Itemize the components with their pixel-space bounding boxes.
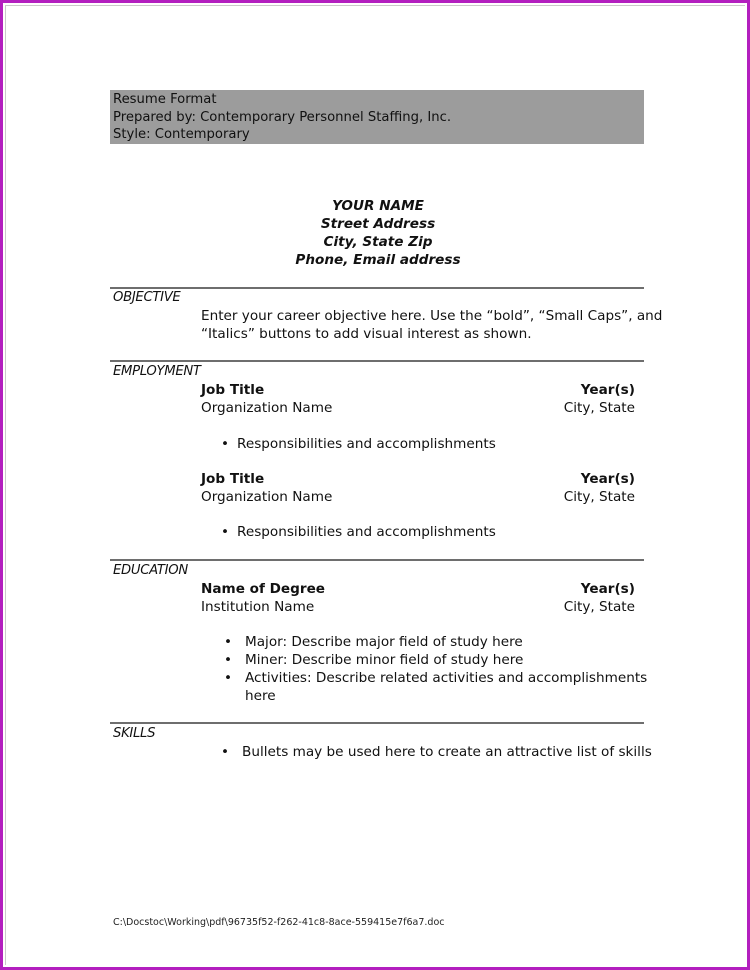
bullet-text: Miner: Describe minor field of study here [245, 652, 524, 668]
section-divider [110, 559, 644, 561]
resume-format-header [110, 90, 644, 144]
bullet-icon: • [221, 744, 230, 760]
organization-name: Organization Name [201, 400, 333, 416]
job-title: Job Title [201, 471, 265, 487]
bullet-icon: • [224, 670, 233, 686]
bullet-icon: • [224, 652, 233, 668]
bullet-item [221, 524, 496, 540]
phone-email: Phone, Email address [295, 252, 461, 268]
education-location: City, State [563, 599, 635, 615]
education-years: Year(s) [580, 581, 635, 597]
education-label: EDUCATION [113, 563, 188, 578]
organization-name: Organization Name [201, 489, 333, 505]
skills-label: SKILLS [113, 726, 156, 741]
employment-label: EMPLOYMENT [113, 364, 201, 379]
your-name: YOUR NAME [332, 198, 424, 214]
bullet-continuation: here [245, 688, 276, 704]
bullet-text: Bullets may be used here to create an attractive list of skills [242, 744, 652, 760]
bullet-icon: • [221, 524, 230, 540]
city-state-zip: City, State Zip [323, 234, 433, 250]
contact-block [203, 197, 553, 269]
job-years: Year(s) [580, 382, 635, 398]
street-address: Street Address [320, 216, 436, 232]
bullet-text: Responsibilities and accomplishments [237, 524, 496, 540]
bullet-item [221, 436, 496, 452]
header-title: Resume Format [113, 92, 217, 107]
bullet-icon: • [224, 634, 233, 650]
bullet-item [224, 652, 523, 668]
job-location: City, State [563, 400, 635, 416]
objective-label: OBJECTIVE [113, 290, 181, 305]
section-divider [110, 287, 644, 289]
bullet-icon: • [221, 436, 230, 452]
header-style: Style: Contemporary [113, 127, 250, 142]
bullet-item [224, 634, 523, 650]
objective-text-line2: “Italics” buttons to add visual interest as shown. [201, 326, 532, 342]
job-title: Job Title [201, 382, 265, 398]
degree-name: Name of Degree [201, 581, 326, 597]
bullet-item [224, 670, 647, 686]
bullet-text: Major: Describe major field of study here [245, 634, 523, 650]
header-prepared-by: Prepared by: Contemporary Personnel Staffing, Inc. [113, 109, 452, 125]
bullet-text: Responsibilities and accomplishments [237, 436, 496, 452]
file-path-footer: C:\Docstoc\Working\pdf\96735f52-f262-41c8-8ace-559415e7f6a7.doc [113, 917, 445, 928]
institution-name: Institution Name [201, 599, 315, 615]
bullet-item [221, 744, 652, 760]
job-years: Year(s) [580, 471, 635, 487]
section-divider [110, 722, 644, 724]
bullet-text: Activities: Describe related activities and accomplishments [245, 670, 648, 686]
section-divider [110, 360, 644, 362]
job-location: City, State [563, 489, 635, 505]
objective-text-line1: Enter your career objective here. Use the “bold”, “Small Caps”, and [201, 308, 663, 324]
